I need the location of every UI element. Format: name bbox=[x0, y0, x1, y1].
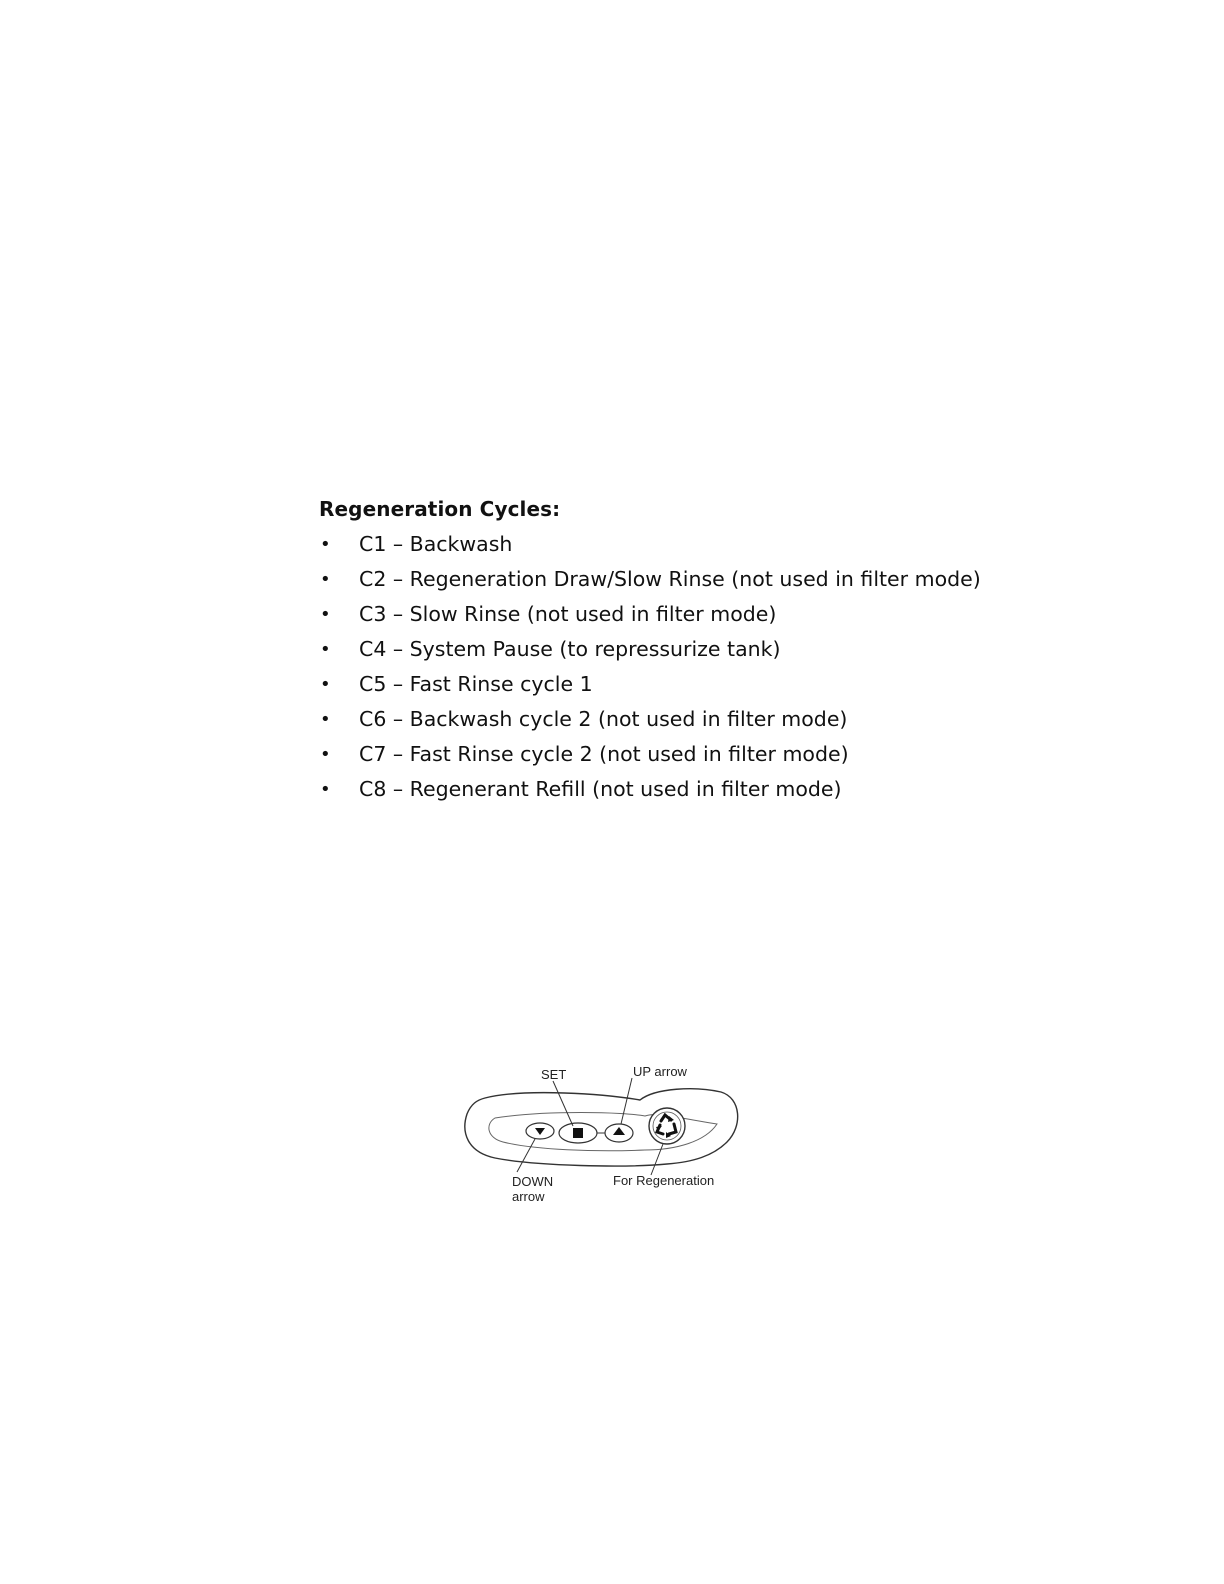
cycle-item-c6 bbox=[319, 702, 1079, 737]
bullet: • bbox=[320, 744, 331, 765]
set-button[interactable] bbox=[559, 1123, 597, 1143]
panel-outline bbox=[465, 1089, 738, 1166]
bullet: • bbox=[320, 779, 331, 800]
set-label: SET bbox=[541, 1067, 567, 1082]
cycle-text: C4 – System Pause (to repressurize tank) bbox=[359, 637, 781, 661]
section-heading: Regeneration Cycles: bbox=[319, 497, 561, 521]
regeneration-button[interactable] bbox=[649, 1108, 685, 1144]
regeneration-cycles-section bbox=[319, 492, 1079, 807]
down-arrow-label-line1: DOWN bbox=[512, 1174, 554, 1189]
cycle-item-c4 bbox=[319, 632, 1079, 667]
down-arrow-button[interactable] bbox=[526, 1123, 554, 1139]
regeneration-label: For Regeneration bbox=[613, 1173, 715, 1188]
cycle-text: C5 – Fast Rinse cycle 1 bbox=[359, 672, 593, 696]
cycle-item-c1 bbox=[319, 527, 1079, 562]
cycle-text: C6 – Backwash cycle 2 (not used in filter mode) bbox=[359, 707, 848, 731]
cycle-list bbox=[319, 527, 1079, 807]
cycle-item-c3 bbox=[319, 597, 1079, 632]
up-arrow-button[interactable] bbox=[605, 1124, 633, 1142]
control-panel-illustration bbox=[455, 1058, 755, 1213]
cycle-item-c5 bbox=[319, 667, 1079, 702]
cycle-item-c2 bbox=[319, 562, 1079, 597]
cycle-text: C2 – Regeneration Draw/Slow Rinse (not used in filter mode) bbox=[359, 567, 981, 591]
bullet: • bbox=[320, 569, 331, 590]
cycle-item-c7 bbox=[319, 737, 1079, 772]
up-arrow-label: UP arrow bbox=[633, 1064, 687, 1079]
bullet: • bbox=[320, 674, 331, 695]
bullet: • bbox=[320, 534, 331, 555]
cycle-item-c8 bbox=[319, 772, 1079, 807]
stop-square-icon bbox=[573, 1128, 583, 1138]
cycle-text: C8 – Regenerant Refill (not used in filter mode) bbox=[359, 777, 842, 801]
cycle-text: C3 – Slow Rinse (not used in filter mode) bbox=[359, 602, 777, 626]
cycle-text: C1 – Backwash bbox=[359, 532, 513, 556]
down-arrow-label-line2: arrow bbox=[512, 1189, 545, 1204]
control-panel-diagram bbox=[455, 1058, 755, 1213]
bullet: • bbox=[320, 604, 331, 625]
bullet: • bbox=[320, 639, 331, 660]
bullet: • bbox=[320, 709, 331, 730]
cycle-text: C7 – Fast Rinse cycle 2 (not used in filter mode) bbox=[359, 742, 849, 766]
